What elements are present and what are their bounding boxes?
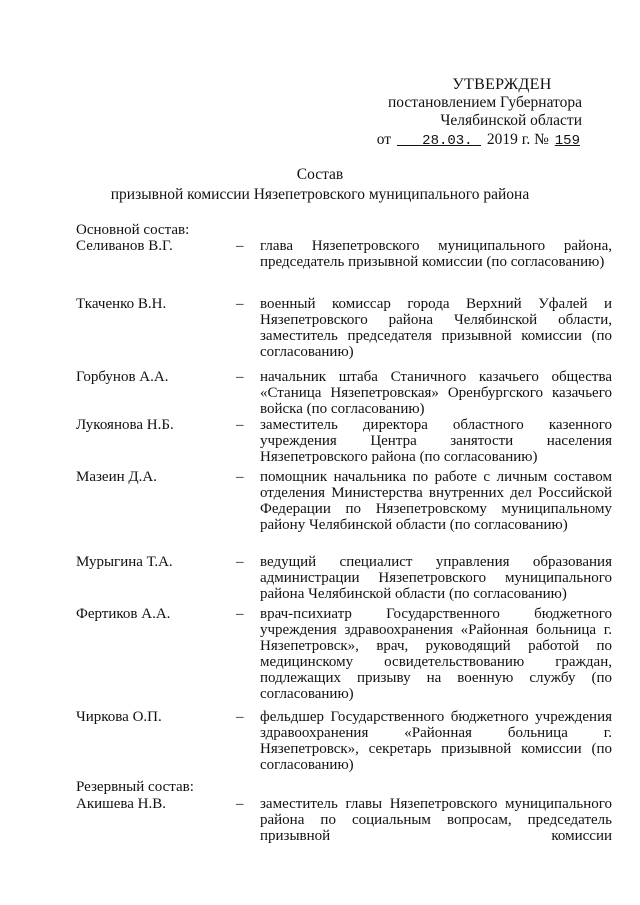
member-role: начальник штаба Станичного казачьего общества «Станица Нязепетровская» Оренбургского казачьего войска (по согласованию) (260, 369, 612, 417)
heading-subtitle: призывной комиссии Нязепетровского муниципального района (110, 186, 530, 203)
member-dash: – (236, 606, 244, 622)
member-row (76, 469, 612, 554)
approval-date: 28.03. (422, 133, 473, 149)
member-dash: – (236, 296, 244, 312)
member-dash: – (236, 469, 244, 485)
member-row (76, 417, 612, 469)
member-role: заместитель главы Нязепетровского муниципального района по социальным вопросам, председатель призывной комиссии (260, 796, 612, 844)
heading-title: Состав (296, 166, 344, 183)
member-role: глава Нязепетровского муниципального района, председатель призывной комиссии (по согласованию) (260, 238, 612, 270)
member-role: военный комиссар города Верхний Уфалей и Нязепетровского района Челябинской области, заместитель председателя призывной комиссии (по согласованию) (260, 296, 612, 360)
member-row (76, 606, 612, 709)
approval-line-2: Челябинской области (440, 112, 582, 129)
member-name: Горбунов А.А. (76, 369, 169, 385)
reserve-members-list (76, 796, 612, 856)
member-row (76, 238, 612, 296)
member-role: заместитель директора областного казенного учреждения Центра занятости населения Нязепетровского района (по согласованию) (260, 417, 612, 465)
member-name: Лукоянова Н.Б. (76, 417, 174, 433)
approval-title: УТВЕРЖДЕН (452, 76, 552, 93)
document-heading (0, 165, 640, 205)
member-row (76, 296, 612, 369)
member-dash: – (236, 796, 244, 812)
member-row (76, 709, 612, 779)
member-name: Акишева Н.В. (76, 796, 166, 812)
approval-date-prefix: от (376, 131, 392, 148)
member-dash: – (236, 238, 244, 254)
member-name: Чиркова О.П. (76, 709, 162, 725)
member-dash: – (236, 709, 244, 725)
member-role: фельдшер Государственного бюджетного учреждения здравоохранения «Районная больница г. Нязепетровск», секретарь призывной комиссии (по согласованию) (260, 709, 612, 773)
member-name: Селиванов В.Г. (76, 238, 173, 254)
reserve-section-label: Резервный состав: (76, 779, 194, 795)
member-role: ведущий специалист управления образования администрации Нязепетровского муниципального района Челябинской области (по согласованию) (260, 554, 612, 602)
main-section-label: Основной состав: (76, 222, 190, 238)
member-row (76, 554, 612, 606)
member-name: Мазеин Д.А. (76, 469, 157, 485)
member-row (76, 369, 612, 417)
member-dash: – (236, 417, 244, 433)
main-members-list (76, 238, 612, 779)
approval-stamp (352, 76, 582, 150)
member-name: Ткаченко В.Н. (76, 296, 167, 312)
member-role: помощник начальника по работе с личным составом отделения Министерства внутренних дел Российской Федерации по Нязепетровскому муниципальному району Челябинской области (по согласованию) (260, 469, 612, 533)
member-dash: – (236, 554, 244, 570)
approval-date-line (352, 131, 582, 150)
member-dash: – (236, 369, 244, 385)
member-name: Фертиков А.А. (76, 606, 171, 622)
approval-year: 2019 г. № (486, 131, 549, 148)
member-row (76, 796, 612, 856)
member-name: Мурыгина Т.А. (76, 554, 173, 570)
member-role: врач-психиатр Государственного бюджетного учреждения здравоохранения «Районная больница г. Нязепетровск», врач, руководящий работой по медицинскому освидетельствованию граждан, подлежащих призыву на военную службу (по согласованию) (260, 606, 612, 702)
approval-line-1: постановлением Губернатора (387, 94, 582, 111)
approval-number: 159 (554, 133, 580, 149)
